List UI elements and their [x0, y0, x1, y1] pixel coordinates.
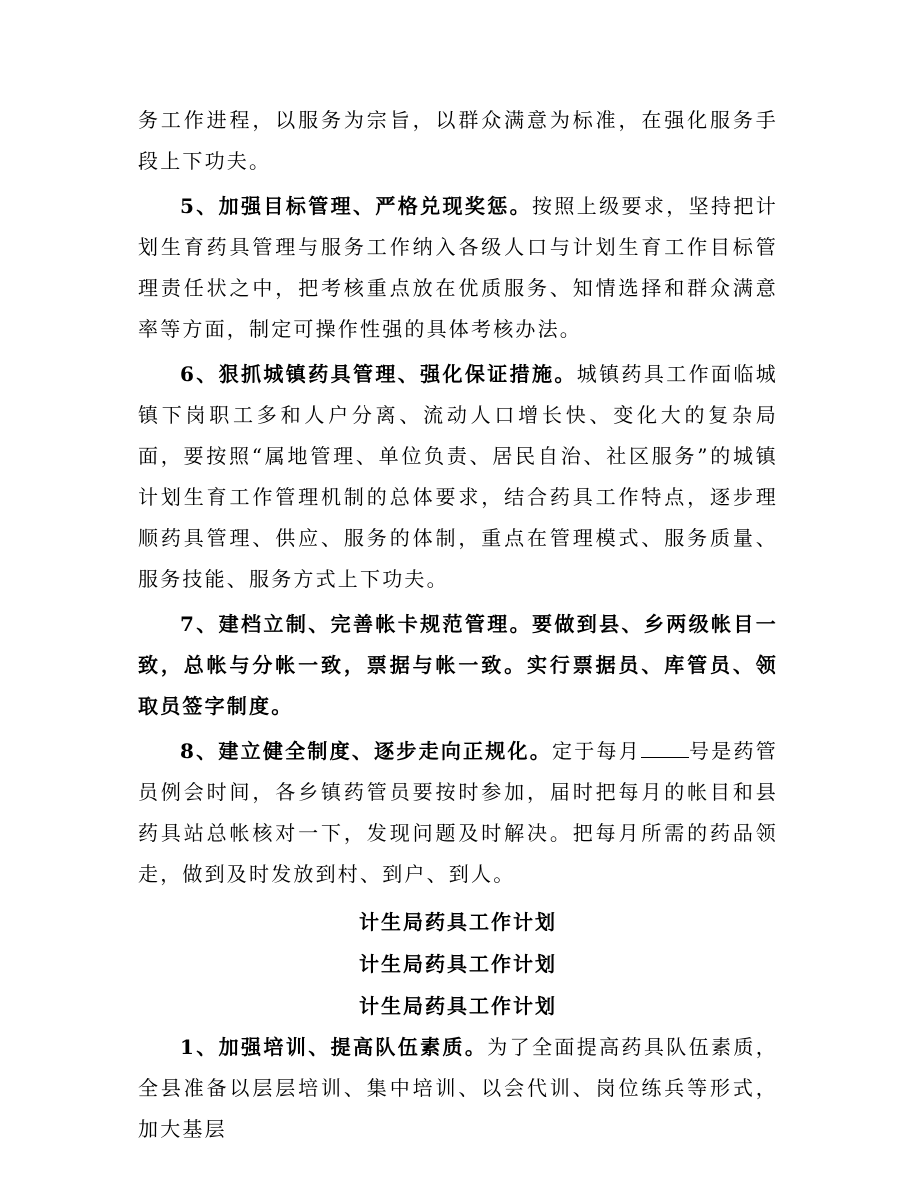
item-7-paragraph [138, 604, 778, 727]
item-8-body-after-blank: 号是药管员例会时间，各乡镇药管员要按时参加，届时把每月的帐目和县药具站总帐核对一下，发现问题及时解决。把每月所需的药品领走，做到及时发放到村、到户、到人。 [138, 739, 778, 886]
item-1-heading: 1、加强培训、提高队伍素质。 [180, 1035, 488, 1059]
document-title-1: 计生局药具工作计划 [359, 910, 557, 934]
item-5-paragraph [138, 186, 778, 350]
item-8-paragraph [138, 731, 778, 895]
item-6-heading: 6、狠抓城镇药具管理、强化保证措施。 [180, 362, 577, 386]
item-8-body-before-blank: 定于每月 [552, 739, 641, 763]
item-1-body: 为了全面提高药具队伍素质，全县准备以层层培训、集中培训、以会代训、岗位练兵等形式，加大基层 [138, 1035, 778, 1141]
item-6-body: 城镇药具工作面临城镇下岗职工多和人户分离、流动人口增长快、变化大的复杂局面，要按照“属地管理、单位负责、居民自治、社区服务”的城镇计划生育工作管理机制的总体要求，结合药具工作特点，逐步理顺药具管理、供应、服务的体制，重点在管理模式、服务质量、服务技能、服务方式上下功夫。 [138, 362, 778, 591]
item-6-paragraph [138, 354, 778, 600]
item-1-paragraph [138, 1027, 778, 1150]
intro-tail-text: 务工作进程，以服务为宗旨，以群众满意为标准，在强化服务手段上下功夫。 [138, 108, 778, 173]
document-title-3: 计生局药具工作计划 [359, 994, 557, 1018]
intro-tail-paragraph [138, 100, 778, 182]
item-7-text: 7、建档立制、完善帐卡规范管理。要做到县、乡两级帐目一致，总帐与分帐一致，票据与帐一致。实行票据员、库管员、领取员签字制度。 [138, 612, 778, 718]
item-8-heading: 8、建立健全制度、逐步走向正规化。 [180, 739, 553, 763]
item-5-heading: 5、加强目标管理、严格兑现奖惩。 [180, 194, 532, 218]
document-title-2: 计生局药具工作计划 [359, 952, 557, 976]
document-page [138, 100, 778, 1150]
date-blank-underline [641, 739, 689, 758]
item-5-body: 按照上级要求，坚持把计划生育药具管理与服务工作纳入各级人口与计划生育工作目标管理责任状之中，把考核重点放在优质服务、知情选择和群众满意率等方面，制定可操作性强的具体考核办法。 [138, 194, 778, 341]
